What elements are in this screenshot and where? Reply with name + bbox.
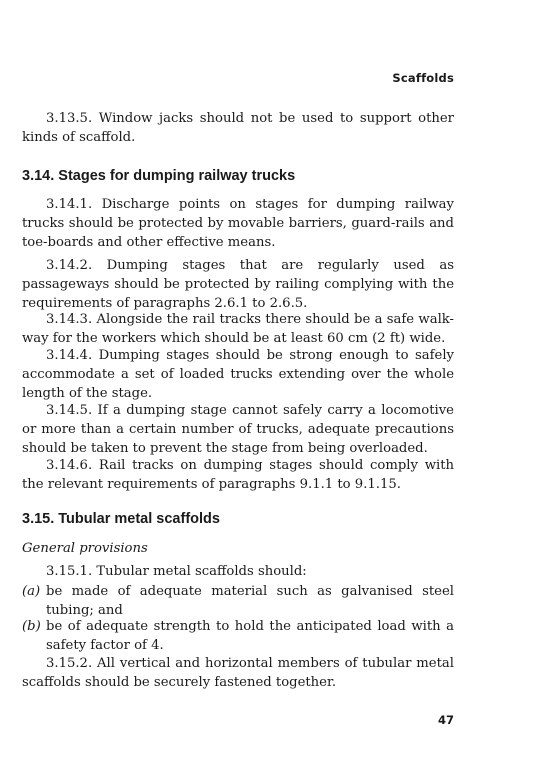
section-number: 3.14. bbox=[22, 168, 55, 184]
list-item-a bbox=[22, 582, 454, 620]
section-heading-3-14 bbox=[22, 168, 454, 184]
document-page bbox=[22, 0, 454, 782]
list-item-text: be made of adequate material such as galvanised steel tubing; and bbox=[46, 584, 454, 618]
paragraph-3-14-6: 3.14.6. Rail tracks on dumping stages should comply with the relevant requirements of paragraphs 9.1.1 to 9.1.15. bbox=[22, 458, 454, 492]
paragraph-3-14-1: 3.14.1. Discharge points on stages for dumping railway trucks should be protected by movable barriers, guard-rails and toe-boards and other effective means. bbox=[22, 197, 454, 250]
paragraph-3-14-3: 3.14.3. Alongside the rail tracks there should be a safe walk-way for the workers which should be at least 60 cm (2 ft) wide. bbox=[22, 312, 454, 346]
paragraph-3-14-4: 3.14.4. Dumping stages should be strong enough to safely accommodate a set of loaded trucks extending over the whole length of the stage. bbox=[22, 348, 454, 401]
list-marker: (a) bbox=[22, 584, 41, 599]
paragraph-3-14-5: 3.14.5. If a dumping stage cannot safely carry a locomotive or more than a certain number of trucks, adequate precautions should be taken to prevent the stage from being overloaded. bbox=[22, 403, 454, 456]
page-number: 47 bbox=[437, 713, 454, 727]
section-title: Tubular metal scaffolds bbox=[58, 511, 220, 527]
paragraph-3-15-1: 3.15.1. Tubular metal scaffolds should: bbox=[46, 564, 307, 579]
section-heading-3-15 bbox=[22, 511, 454, 527]
running-head: Scaffolds bbox=[392, 71, 454, 85]
list-item-b bbox=[22, 617, 454, 655]
section-number: 3.15. bbox=[22, 511, 55, 527]
section-title: Stages for dumping railway trucks bbox=[58, 168, 296, 184]
subheading-general-provisions: General provisions bbox=[22, 541, 148, 556]
paragraph-3-14-2: 3.14.2. Dumping stages that are regularly used as passageways should be protected by railing complying with the requirements of paragraphs 2.6.1 to 2.6.5. bbox=[22, 258, 454, 311]
list-marker: (b) bbox=[22, 619, 41, 634]
paragraph-3-13-5: 3.13.5. Window jacks should not be used to support other kinds of scaffold. bbox=[22, 111, 454, 145]
list-item-text: be of adequate strength to hold the anticipated load with a safety factor of 4. bbox=[46, 619, 454, 653]
paragraph-3-15-2: 3.15.2. All vertical and horizontal members of tubular metal scaffolds should be securely fastened together. bbox=[22, 656, 454, 690]
